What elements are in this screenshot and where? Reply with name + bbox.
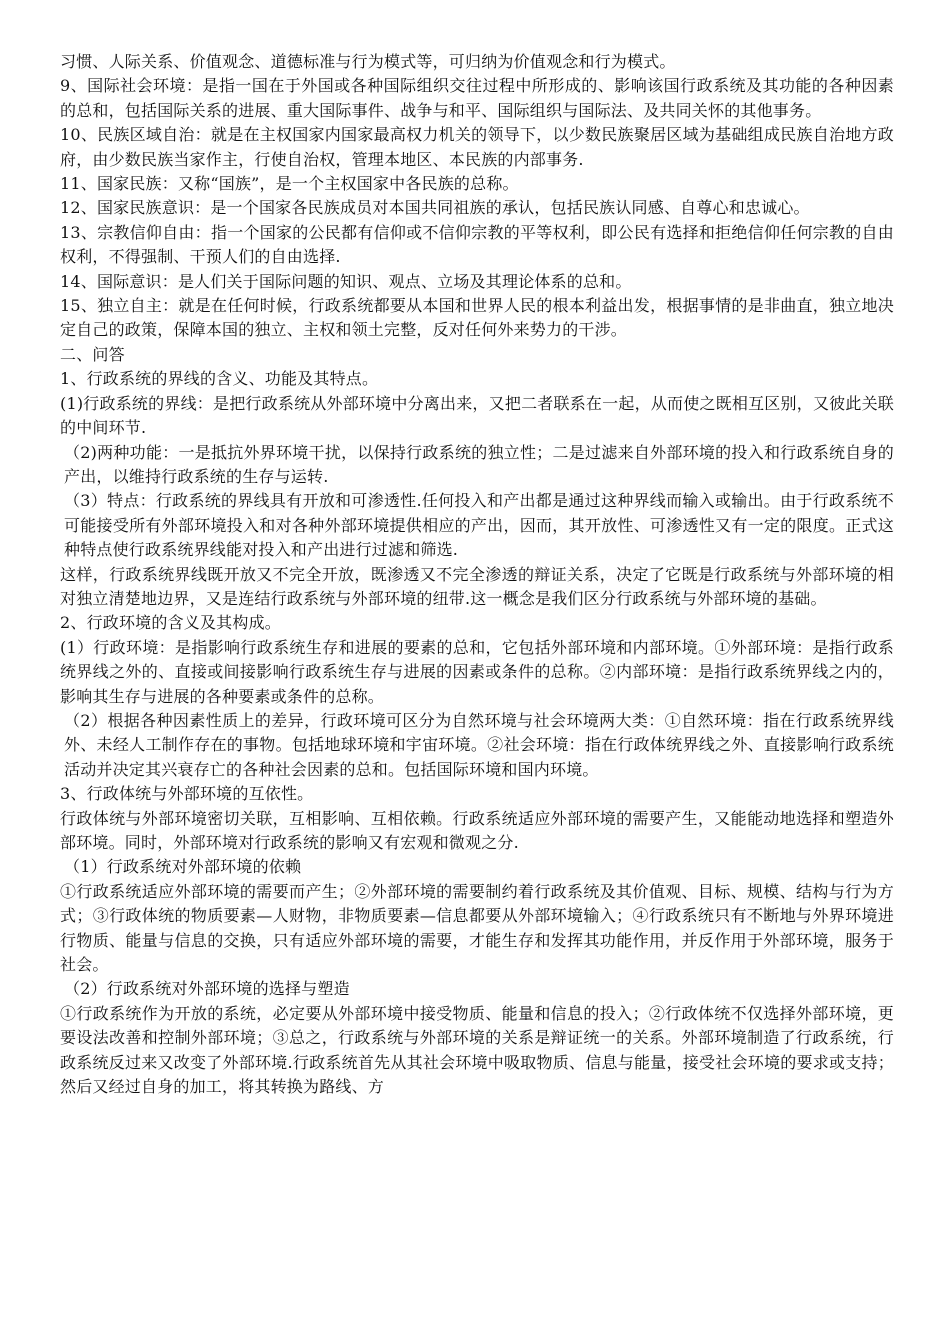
- question-2-part-2: （2）根据各种因素性质上的差异，行政环境可区分为自然环境与社会环境两大类：①自然环境：指在行政系统界线外、未经人工制作存在的事物。包括地球环境和宇宙环境。②社会环境：指在行政体统界线之外、直接影响行政系统活动并决定其兴衰存亡的各种社会因素的总和。包括国际环境和国内环境。: [64, 710, 894, 779]
- question-3-intro: 行政体统与外部环境密切关联，互相影响、互相依赖。行政系统适应外部环境的需要产生，又能能动地选择和塑造外部环境。同时，外部环境对行政系统的影响又有宏观和微观之分.: [60, 808, 894, 852]
- question-1-part-1: (1)行政系统的界线：是把行政系统从外部环境中分离出来，又把二者联系在一起，从而使之既相互区别，又彼此关联的中间环节.: [60, 393, 894, 438]
- paragraph-item-14: 14、国际意识：是人们关于国际问题的知识、观点、立场及其理论体系的总和。: [60, 271, 632, 291]
- question-2-heading: 2、行政环境的含义及其构成。: [60, 613, 281, 633]
- question-3-part-2-body: ①行政系统作为开放的系统，必定要从外部环境中接受物质、能量和信息的投入；②行政体统不仅选择外部环境，更要设法改善和控制外部环境；③总之，行政系统与外部环境的关系是辩证统一的关系。外部环境制造了行政系统，行政系统反过来又改变了外部环境.行政系统首先从其社会环境中吸取物质、信息与能量，接受社会环境的要求或支持；然后又经过自身的加工，将其转换为路线、方: [60, 1003, 894, 1097]
- paragraph-item-13: 13、宗教信仰自由：指一个国家的公民都有信仰或不信仰宗教的平等权利，即公民有选择和拒绝信仰任何宗教的自由权利，不得强制、干预人们的自由选择.: [60, 222, 894, 267]
- paragraph-item-10: 10、民族区域自治：就是在主权国家内国家最高权力机关的领导下，以少数民族聚居区域为基础组成民族自治地方政府，由少数民族当家作主，行使自治权，管理本地区、本民族的内部事务.: [60, 125, 894, 169]
- question-1-summary: 这样，行政系统界线既开放又不完全开放，既渗透又不完全渗透的辩证关系，决定了它既是行政系统与外部环境的相对独立清楚地边界，又是连结行政系统与外部环境的纽带.这一概念是我们区分行政系统与外部环境的基础。: [60, 564, 894, 608]
- section-heading-qa: 二、问答: [60, 344, 125, 364]
- paragraph-item-11: 11、国家民族：又称“国族”，是一个主权国家中各民族的总称。: [60, 174, 519, 194]
- paragraph-item-9: 9、国际社会环境：是指一国在于外国或各种国际组织交往过程中所形成的、影响该国行政系统及其功能的各种因素的总和，包括国际关系的进展、重大国际事件、战争与和平、国际组织与国际法、及共同关怀的其他事务。: [60, 76, 894, 120]
- question-3-part-1-body: ①行政系统适应外部环境的需要而产生；②外部环境的需要制约着行政系统及其价值观、目标、规模、结构与行为方式；③行政体统的物质要素—人财物，非物质要素—信息都要从外部环境输入；④行政系统只有不断地与外界环境进行物质、能量与信息的交换，只有适应外部环境的需要，才能生存和发挥其功能作用，并反作用于外部环境，服务于社会。: [60, 881, 894, 975]
- question-2-part-1: (1）行政环境：是指影响行政系统生存和进展的要素的总和，它包括外部环境和内部环境。①外部环境：是指行政系统界线之外的、直接或间接影响行政系统生存与进展的因素或条件的总称。②内部环境：是指行政系统界线之内的，影响其生存与进展的各种要素或条件的总称。: [60, 637, 894, 706]
- question-1-part-2: （2)两种功能：一是抵抗外界环境干扰，以保持行政系统的独立性；二是过滤来自外部环境的投入和行政系统自身的产出，以维持行政系统的生存与运转.: [64, 442, 894, 486]
- question-3-part-1-heading: （1）行政系统对外部环境的依赖: [64, 857, 302, 877]
- paragraph-item-15: 15、独立自主：就是在任何时候，行政系统都要从本国和世界人民的根本利益出发，根据事情的是非曲直，独立地决定自己的政策，保障本国的独立、主权和领土完整，反对任何外来势力的干涉。: [60, 296, 894, 340]
- paragraph-item-12: 12、国家民族意识：是一个国家各民族成员对本国共同祖族的承认，包括民族认同感、自尊心和忠诚心。: [60, 198, 810, 218]
- question-1-heading: 1、行政系统的界线的含义、功能及其特点。: [60, 369, 379, 389]
- question-1-part-3: （3）特点：行政系统的界线具有开放和可渗透性.任何投入和产出都是通过这种界线而输入或输出。由于行政系统不可能接受所有外部环境投入和对各种外部环境提供相应的产出，因而，其开放性、可渗透性又有一定的限度。正式这种特点使行政系统界线能对投入和产出进行过滤和筛选.: [64, 491, 894, 560]
- question-3-part-2-heading: （2）行政系统对外部环境的选择与塑造: [64, 979, 350, 999]
- paragraph-values-continuation: 习惯、人际关系、价值观念、道德标准与行为模式等，可归纳为价值观念和行为模式。: [60, 52, 676, 71]
- question-3-heading: 3、行政体统与外部环境的互依性。: [60, 784, 314, 804]
